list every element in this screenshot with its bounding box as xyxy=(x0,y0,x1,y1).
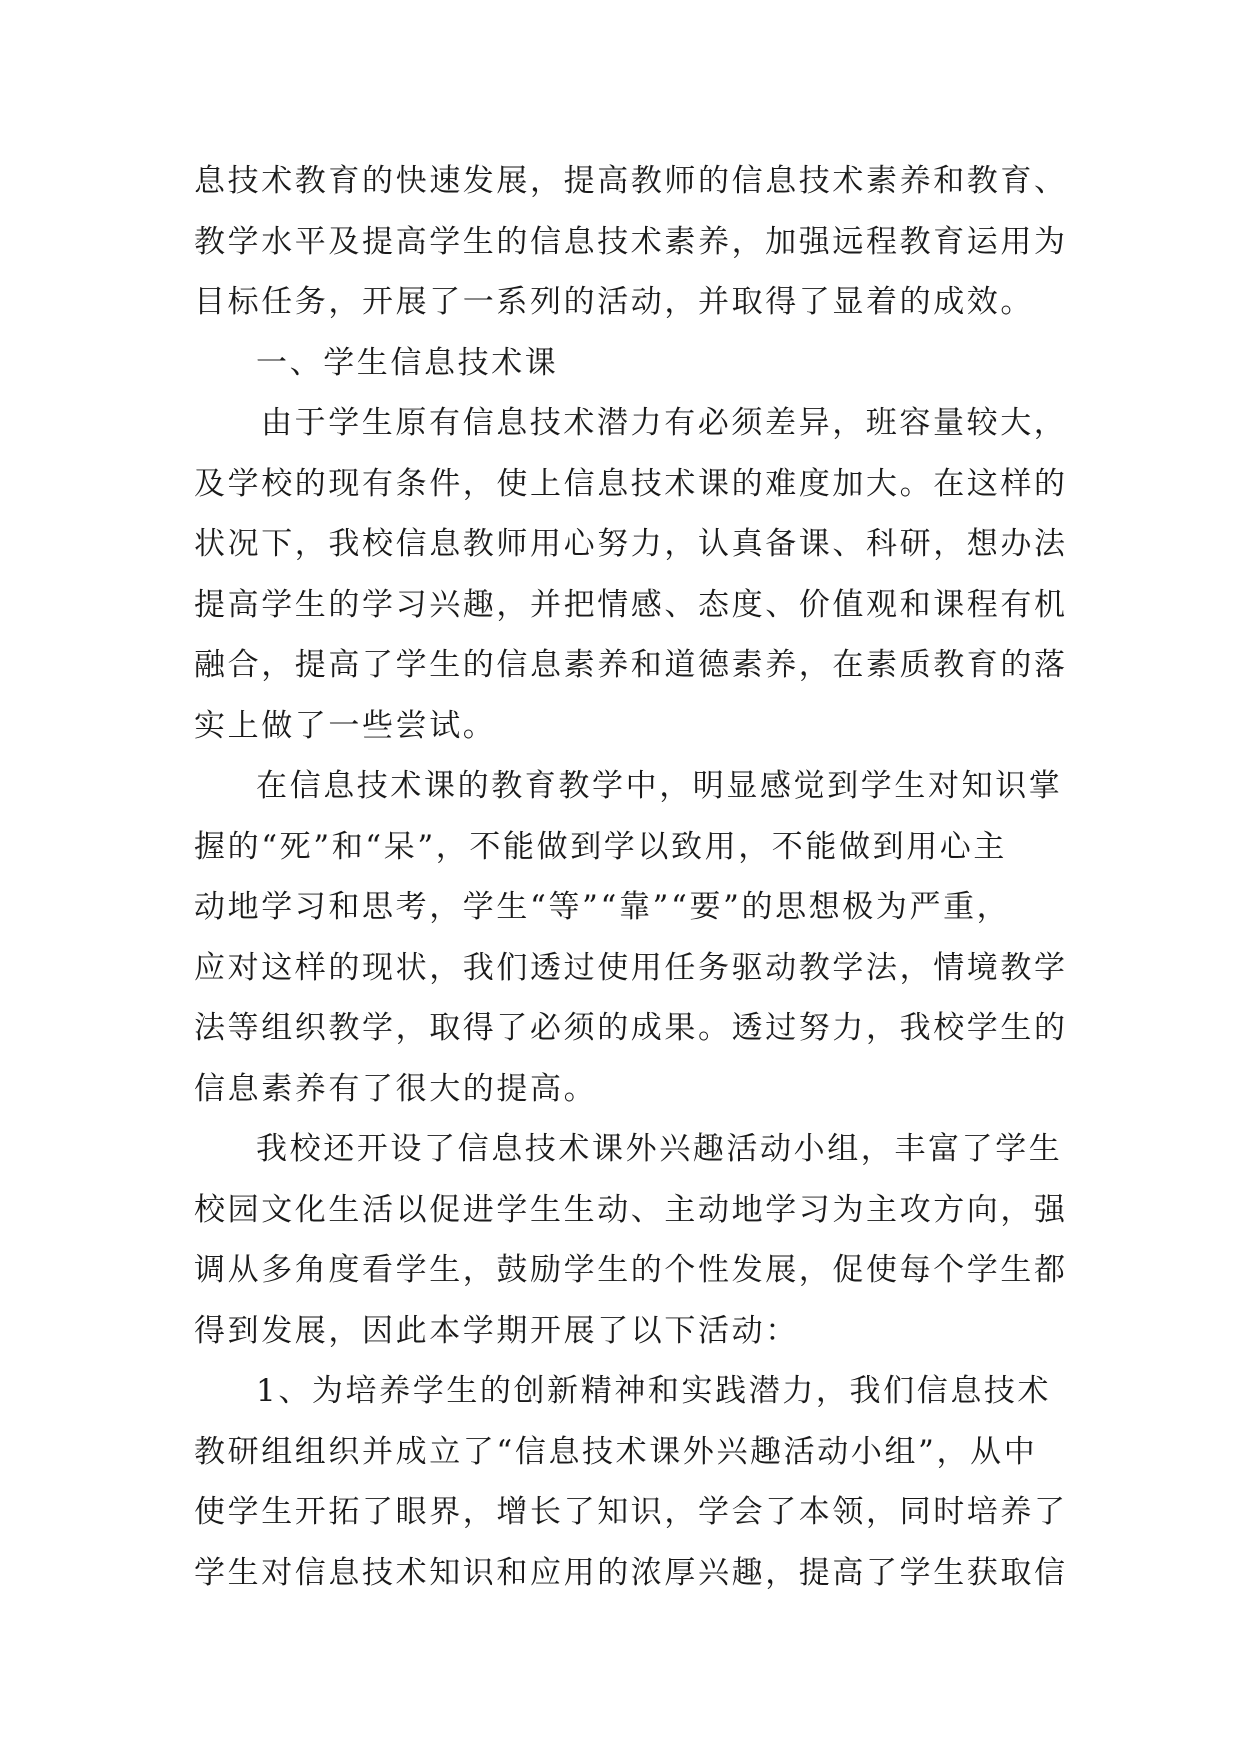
text-line: 应对这样的现状，我们透过使用任务驱动教学法，情境教学 xyxy=(194,949,1068,986)
text-line: 融合，提高了学生的信息素养和道德素养，在素质教育的落 xyxy=(194,647,1068,683)
body-text xyxy=(194,151,1068,1603)
text-line: 由于学生原有信息技术潜力有必须差异，班容量较大， xyxy=(261,405,1068,441)
text-line: 状况下，我校信息教师用心努力，认真备课、科研，想办法 xyxy=(194,526,1068,562)
text-line: 实上做了一些尝试。 xyxy=(194,707,497,744)
text-line: 信息素养有了很大的提高。 xyxy=(194,1070,598,1107)
text-line: 我校还开设了信息技术课外兴趣活动小组，丰富了学生 xyxy=(256,1131,1063,1167)
text-line: 学生对信息技术知识和应用的浓厚兴趣，提高了学生获取信 xyxy=(194,1554,1068,1591)
text-line: 调从多角度看学生，鼓励学生的个性发展，促使每个学生都 xyxy=(194,1252,1068,1288)
text-line: 息技术教育的快速发展，提高教师的信息技术素养和教育、 xyxy=(194,163,1068,199)
text-line: 教学水平及提高学生的信息技术素养，加强远程教育运用为 xyxy=(194,223,1068,260)
text-line: 提高学生的学习兴趣，并把情感、态度、价值观和课程有机 xyxy=(194,586,1068,623)
text-line: 教研组组织并成立了“信息技术课外兴趣活动小组”，从中 xyxy=(194,1433,1038,1470)
text-line: 在信息技术课的教育教学中，明显感觉到学生对知识掌 xyxy=(256,768,1063,804)
text-line: 目标任务，开展了一系列的活动，并取得了显着的成效。 xyxy=(194,284,1034,320)
text-line: 1、为培养学生的创新精神和实践潜力，我们信息技术 xyxy=(256,1373,1052,1409)
text-line: 一、学生信息技术课 xyxy=(256,344,559,381)
text-line: 法等组织教学，取得了必须的成果。透过努力，我校学生的 xyxy=(194,1010,1068,1046)
text-line: 握的“死”和“呆”，不能做到学以致用，不能做到用心主 xyxy=(194,828,1007,865)
text-line: 校园文化生活以促进学生生动、主动地学习为主攻方向，强 xyxy=(194,1191,1068,1228)
text-line: 动地学习和思考，学生“等”“靠”“要”的思想极为严重， xyxy=(194,889,1011,925)
text-line: 得到发展，因此本学期开展了以下活动： xyxy=(194,1312,799,1349)
text-line: 使学生开拓了眼界，增长了知识，学会了本领，同时培养了 xyxy=(194,1494,1068,1530)
text-line: 及学校的现有条件，使上信息技术课的难度加大。在这样的 xyxy=(194,465,1068,502)
